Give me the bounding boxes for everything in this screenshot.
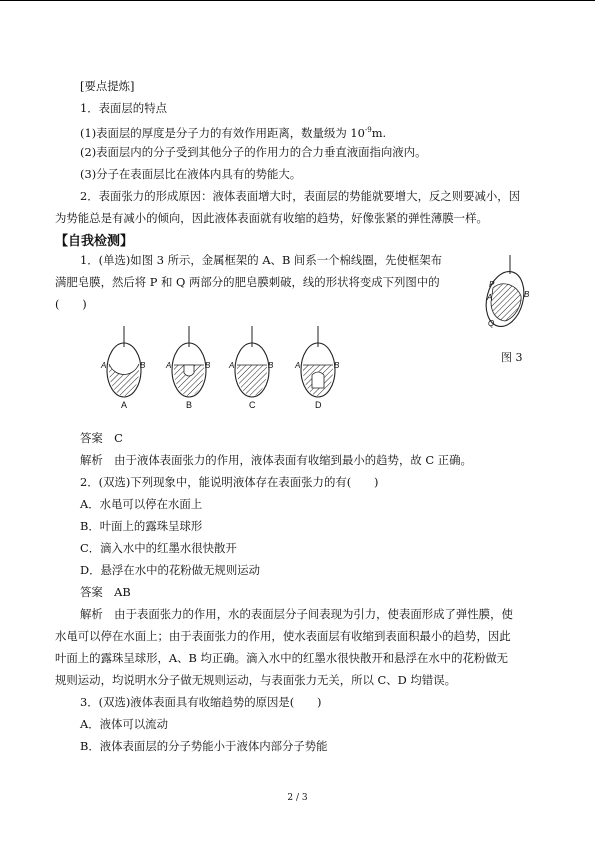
summary-sub-3: (3)分子在表面层比在液体内具有的势能大。 [80, 167, 302, 181]
q3-option-b: B．液体表面层的分子势能小于液体内部分子势能 [80, 739, 328, 753]
fig3-caption: 图 3 [501, 351, 523, 364]
page-number: 2 / 3 [287, 793, 308, 803]
optfig-d-point-b: B [334, 361, 340, 370]
optfig-c-caption: C [249, 400, 256, 410]
q2-option-c: C．滴入水中的红墨水很快散开 [80, 541, 237, 555]
summary-item-2-line1: 2．表面张力的形成原因：液体表面增大时，表面层的势能就要增大，反之则要减小，因 [80, 189, 521, 203]
optfig-a-caption: A [121, 400, 128, 410]
q1-answer: 答案 C [80, 431, 123, 445]
option-figure-b [172, 326, 206, 397]
q2-analysis-line4: 规则运动，均说明水分子做无规则运动，与表面张力无关，所以 C、D 均错误。 [55, 673, 456, 687]
optfig-a-point-b: B [140, 361, 146, 370]
summary-sub-2: (2)表面层内的分子受到其他分子的作用力的合力垂直液面指向液内。 [80, 145, 427, 159]
q2-stem: 2．(双选)下列现象中，能说明液体存在表面张力的有( ) [80, 475, 379, 489]
q3-option-a: A．液体可以流动 [80, 717, 168, 731]
fig3-label-a: A [487, 293, 493, 302]
optfig-d-point-a: A [295, 361, 301, 370]
optfig-a-point-a: A [101, 361, 107, 370]
q1-stem-line1: 1．(单选)如图 3 所示，金属框架的 A、B 间系一个棉线圈，先使框架布 [80, 253, 443, 267]
optfig-b-point-b: B [205, 361, 211, 370]
q2-option-d: D．悬浮在水中的花粉做无规则运动 [80, 563, 260, 577]
summary-item-1: 1．表面层的特点 [80, 101, 167, 115]
fig3-thread-loop [491, 284, 521, 321]
fig3-label-b: B [524, 290, 530, 299]
q1-stem-line2: 满肥皂膜，然后将 P 和 Q 两部分的肥皂膜刺破，线的形状将变成下列图中的 [55, 275, 440, 289]
summary-title: [要点提炼] [80, 79, 135, 93]
q2-option-a: A．水黾可以停在水面上 [80, 497, 203, 511]
fig3-label-q: Q [488, 319, 495, 328]
fig3-label-p: P [489, 280, 495, 289]
optfig-c-point-a: A [229, 361, 235, 370]
optfig-b-point-a: A [166, 361, 172, 370]
q2-answer: 答案 AB [80, 585, 131, 599]
option-figure-a [107, 326, 141, 397]
optfig-c-point-b: B [268, 361, 274, 370]
q2-option-b: B．叶面上的露珠呈球形 [80, 519, 203, 533]
q2-analysis-line3: 叶面上的露珠呈球形，A、B 均正确。滴入水中的红墨水很快散开和悬浮在水中的花粉做无 [55, 651, 509, 665]
section-heading: 【自我检测】 [55, 234, 134, 249]
option-figure-d [301, 326, 335, 397]
q1-stem-line3: ( ) [55, 297, 87, 311]
option-figure-c [235, 326, 269, 397]
summary-sub-1: (1)表面层的厚度是分子力的有效作用距离，数量级为 $10^{-9}m$. [80, 125, 387, 140]
optfig-b-caption: B [186, 400, 193, 410]
q2-analysis-line1: 解析 由于表面张力的作用，水的表面层分子间表现为引力，使表面形成了弹性膜，使 [80, 607, 513, 621]
summary-item-2-line2: 为势能总是有减小的倾向，因此液体表面就有收缩的趋势，好像张紧的弹性薄膜一样。 [55, 211, 488, 225]
q3-stem: 3．(双选)液体表面具有收缩趋势的原因是( ) [80, 695, 322, 709]
q2-analysis-line2: 水黾可以停在水面上；由于表面张力的作用，使水表面层有收缩到表面积最小的趋势，因此 [55, 629, 511, 643]
q1-analysis: 解析 由于液体表面张力的作用，液体表面有收缩到最小的趋势，故 C 正确。 [80, 453, 472, 467]
optfig-d-caption: D [315, 400, 322, 410]
